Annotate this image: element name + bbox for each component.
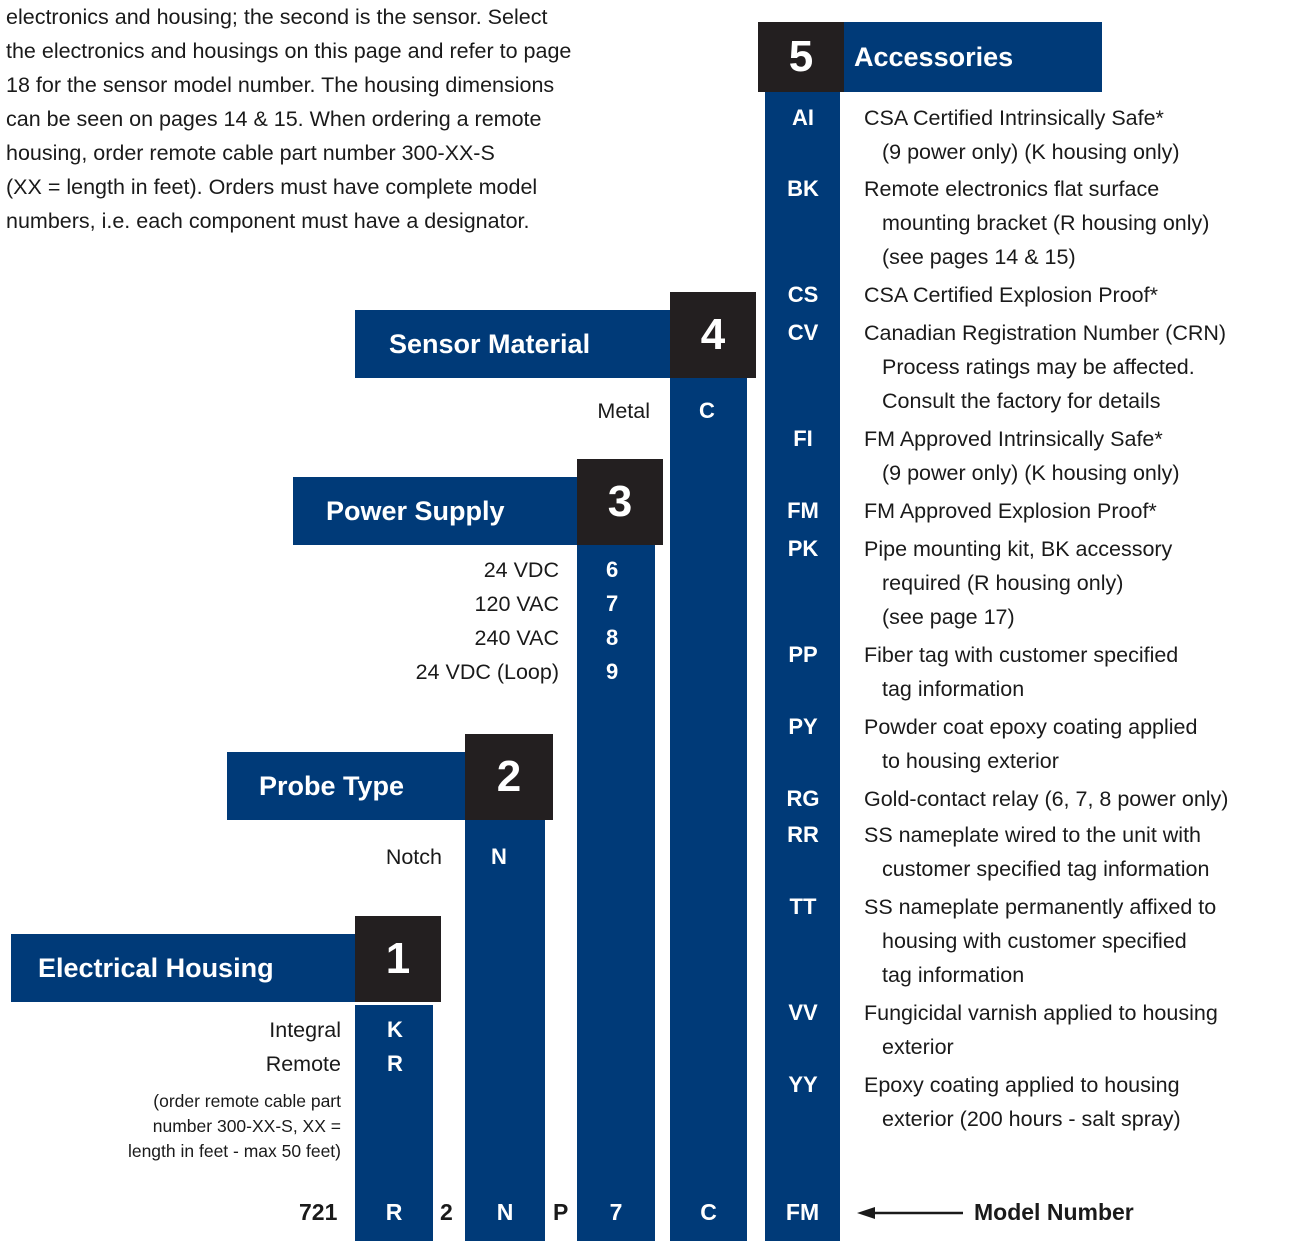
accessory-line: Gold-contact relay (6, 7, 8 power only)	[864, 787, 1229, 811]
accessory-desc	[864, 532, 1172, 634]
accessory-line: FM Approved Explosion Proof*	[864, 499, 1157, 523]
accessory-code: CS	[787, 282, 819, 307]
accessory-desc	[864, 782, 1228, 816]
option-label: 240 VAC	[474, 626, 559, 650]
option-code: 9	[606, 659, 619, 684]
column-material	[670, 378, 747, 1241]
accessory-line: Fungicidal varnish applied to housing	[864, 1001, 1218, 1025]
option-label: Notch	[385, 845, 442, 869]
section-3-number-text: 3	[607, 477, 633, 526]
option-label: Metal	[597, 399, 650, 423]
arrow-left-icon	[855, 1203, 965, 1223]
section-1-number-text: 1	[385, 934, 411, 983]
section-5-number-text: 5	[788, 32, 814, 81]
note-line: (order remote cable part	[153, 1091, 341, 1111]
accessory-code: TT	[789, 894, 817, 919]
accessory-line: FM Approved Intrinsically Safe*	[864, 427, 1163, 451]
accessory-line: to housing exterior	[882, 749, 1059, 773]
option-code: 8	[606, 625, 619, 650]
intro-line: housing, order remote cable part number 300-XX-S	[6, 141, 495, 165]
accessory-line: Epoxy coating applied to housing	[864, 1073, 1180, 1097]
accessory-desc	[864, 890, 1216, 992]
accessory-line: customer specified tag information	[882, 857, 1210, 881]
accessory-line: tag information	[882, 677, 1025, 701]
accessory-desc	[864, 1068, 1181, 1136]
model-probe-code: N	[496, 1199, 514, 1225]
accessory-code: FI	[793, 426, 813, 451]
accessory-desc	[864, 996, 1218, 1064]
accessory-line: SS nameplate wired to the unit with	[864, 823, 1202, 847]
option-label: Remote	[265, 1052, 341, 1076]
note-line: number 300-XX-S, XX =	[152, 1116, 341, 1136]
section-1-header	[11, 934, 361, 1002]
accessory-code: PK	[787, 536, 819, 561]
option-code: C	[699, 398, 715, 423]
accessory-code: AI	[792, 105, 814, 130]
accessory-line: housing with customer specified	[882, 929, 1187, 953]
section-1-title: Electrical Housing	[38, 952, 274, 983]
accessory-code: PP	[788, 642, 818, 667]
accessory-line: required (R housing only)	[882, 571, 1124, 595]
column-probe	[465, 820, 545, 1241]
model-housing-code: R	[385, 1199, 403, 1225]
accessory-line: Powder coat epoxy coating applied	[864, 715, 1198, 739]
option-label: 24 VDC	[483, 558, 559, 582]
section-3-header	[293, 477, 583, 545]
model-accessory-code: FM	[785, 1199, 820, 1225]
accessory-desc	[864, 710, 1197, 778]
section-5-title: Accessories	[854, 41, 1014, 72]
section-4-title: Sensor Material	[389, 328, 591, 359]
section-3-title: Power Supply	[326, 495, 505, 526]
section-5-header	[844, 22, 1102, 92]
accessory-line: exterior	[882, 1035, 954, 1059]
accessory-line: Canadian Registration Number (CRN)	[864, 321, 1227, 345]
section-2-number-text: 2	[496, 752, 522, 801]
intro-line: can be seen on pages 14 & 15. When ordering a remote	[6, 107, 542, 131]
accessory-desc	[864, 278, 1158, 312]
accessory-line: mounting bracket (R housing only)	[882, 211, 1210, 235]
model-fixed-code: P	[553, 1199, 569, 1225]
option-code: 7	[606, 591, 619, 616]
model-power-code: 7	[609, 1199, 623, 1225]
accessory-line: Process ratings may be affected.	[882, 355, 1195, 379]
option-code: R	[387, 1051, 403, 1076]
accessory-line: Pipe mounting kit, BK accessory	[864, 537, 1173, 561]
accessory-code: RR	[787, 822, 819, 847]
accessory-code: VV	[788, 1000, 818, 1025]
accessory-desc	[864, 494, 1157, 528]
section-4-header	[355, 310, 677, 378]
intro-line: the electronics and housings on this page and refer to page	[6, 39, 572, 63]
section-4-number-text: 4	[700, 310, 726, 359]
section-4-number	[670, 292, 756, 378]
accessory-line: Fiber tag with customer specified	[864, 643, 1179, 667]
accessory-line: (9 power only) (K housing only)	[882, 461, 1180, 485]
accessory-desc	[864, 818, 1209, 886]
section-5-number	[758, 22, 844, 92]
accessory-line: (see page 17)	[882, 605, 1015, 629]
intro-line: numbers, i.e. each component must have a designator.	[6, 209, 530, 233]
option-code: K	[387, 1017, 403, 1042]
accessory-line: (9 power only) (K housing only)	[882, 140, 1180, 164]
intro-line: (XX = length in feet). Orders must have complete model	[6, 175, 538, 199]
accessory-desc	[864, 316, 1226, 418]
option-code: N	[491, 844, 507, 869]
accessory-code: CV	[787, 320, 819, 345]
model-number-label: Model Number	[974, 1199, 1134, 1225]
accessory-desc	[864, 638, 1178, 706]
accessory-desc	[864, 422, 1180, 490]
intro-line: electronics and housing; the second is the sensor. Select	[6, 5, 548, 29]
accessory-line: Remote electronics flat surface	[864, 177, 1160, 201]
accessory-line: Consult the factory for details	[882, 389, 1161, 413]
model-prefix: 721	[299, 1199, 338, 1225]
model-material-code: C	[700, 1199, 717, 1225]
intro-paragraph	[6, 0, 666, 238]
accessory-desc	[864, 101, 1180, 169]
accessory-code: FM	[787, 498, 819, 523]
accessory-desc	[864, 172, 1209, 274]
note-line: length in feet - max 50 feet)	[127, 1141, 341, 1161]
model-fixed-code: 2	[440, 1199, 453, 1225]
option-label: 120 VAC	[474, 592, 559, 616]
accessory-code: BK	[787, 176, 819, 201]
option-code: 6	[606, 557, 619, 582]
accessory-line: CSA Certified Intrinsically Safe*	[864, 106, 1164, 130]
section-1-number	[355, 916, 441, 1002]
accessory-line: SS nameplate permanently affixed to	[864, 895, 1217, 919]
section-3-number	[577, 459, 663, 545]
accessory-line: tag information	[882, 963, 1025, 987]
option-label: Integral	[269, 1018, 341, 1042]
accessory-code: PY	[788, 714, 818, 739]
accessory-code: YY	[788, 1072, 818, 1097]
intro-line: 18 for the sensor model number. The housing dimensions	[6, 73, 555, 97]
accessory-line: exterior (200 hours - salt spray)	[882, 1107, 1181, 1131]
accessory-code: RG	[786, 786, 820, 811]
option-label: 24 VDC (Loop)	[415, 660, 559, 684]
section-2-header	[227, 752, 471, 820]
accessory-line: (see pages 14 & 15)	[882, 245, 1076, 269]
section-2-title: Probe Type	[259, 770, 405, 801]
section-2-number	[465, 734, 553, 820]
accessory-line: CSA Certified Explosion Proof*	[864, 283, 1158, 307]
remote-cable-note	[128, 1089, 341, 1164]
